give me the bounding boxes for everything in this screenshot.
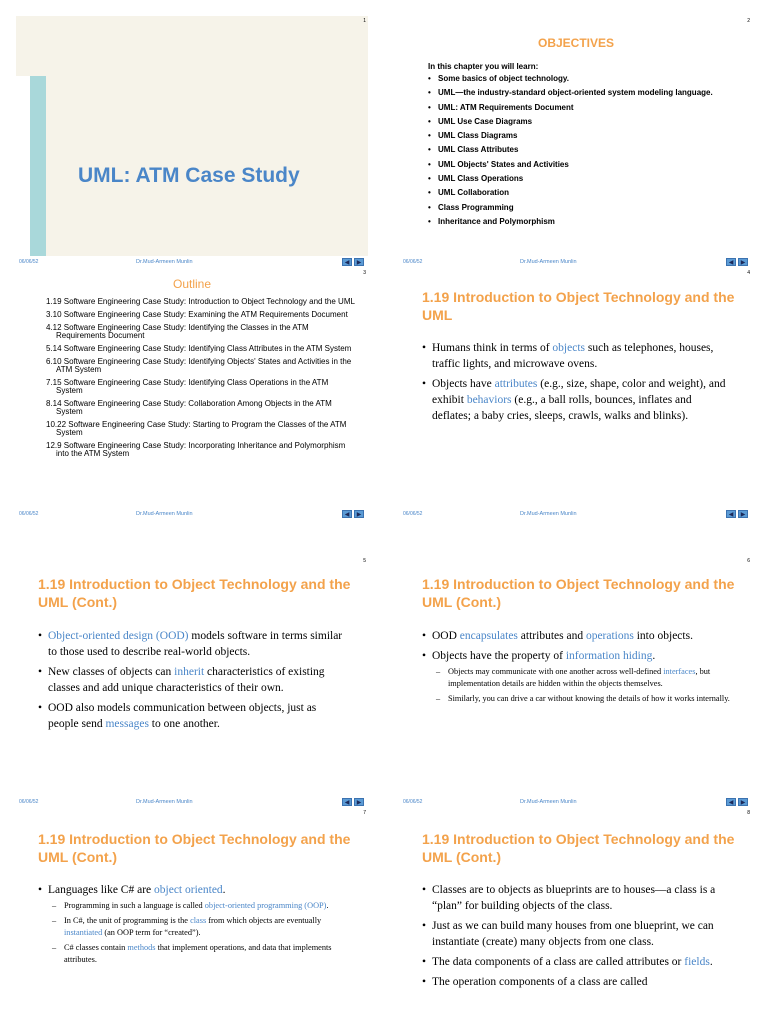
bullet-list [422, 628, 732, 709]
prev-slide-icon[interactable]: ◀ [726, 510, 736, 518]
footer-author: Dr.Mud-Armeen Munlin [520, 511, 577, 517]
objectives-intro: In this chapter you will learn: [428, 62, 539, 71]
next-slide-icon[interactable]: ▶ [738, 798, 748, 806]
slide-footer [16, 256, 368, 268]
list-item: – In C#, the unit of programming is the class from which objects are eventually instantiated (an OOP term for “created”). [48, 915, 348, 939]
footer-date: 06/06/52 [403, 799, 423, 805]
next-slide-icon[interactable]: ▶ [354, 798, 364, 806]
slide-4 [400, 268, 752, 520]
slide-title: 1.19 Introduction to Object Technology and the UML (Cont.) [422, 576, 735, 610]
slide-1 [16, 16, 368, 268]
list-item: • UML Collaboration [428, 188, 738, 197]
list-item: • The operation components of a class are called [422, 974, 732, 990]
prev-slide-icon[interactable]: ◀ [342, 510, 352, 518]
title-band [16, 16, 368, 76]
list-item: • UML Class Attributes [428, 145, 738, 154]
list-item: – Programming in such a language is called object-oriented programming (OOP). [48, 900, 348, 912]
next-slide-icon[interactable]: ▶ [738, 510, 748, 518]
footer-date: 06/06/52 [19, 511, 39, 517]
slide-5 [16, 556, 368, 808]
list-item: 4.12 Software Engineering Case Study: Identifying the Classes in the ATM Requirements Document [46, 323, 309, 340]
slide-6 [400, 556, 752, 808]
slide-2 [400, 16, 752, 268]
slide-footer [16, 508, 368, 520]
next-slide-icon[interactable]: ▶ [354, 258, 364, 266]
list-item: • Classes are to objects as blueprints are to houses—a class is a “plan” for building objects of the class. [422, 882, 732, 914]
list-item: • UML Objects' States and Activities [428, 160, 738, 169]
bullet-list [38, 628, 348, 736]
list-item: • UML Class Operations [428, 174, 738, 183]
slide-number: 2 [747, 18, 750, 24]
list-item: 10.22 Software Engineering Case Study: Starting to Program the Classes of the ATM System [46, 419, 347, 437]
list-item: • Objects have the property of information hiding. – Objects may communicate with one another across well-defined interfaces, but implementation details are hidden within the objects themselves. – Similarly, you can drive a car without knowing the details of how it works internally. [422, 648, 732, 705]
list-item: • OOD encapsulates attributes and operations into objects. [422, 628, 732, 644]
prev-slide-icon[interactable]: ◀ [342, 258, 352, 266]
footer-date: 06/06/52 [403, 511, 423, 517]
footer-author: Dr.Mud-Armeen Munlin [520, 799, 577, 805]
list-item: • Inheritance and Polymorphism [428, 217, 738, 226]
slide-8 [400, 808, 752, 1024]
list-item: • OOD also models communication between objects, just as people send messages to one another. [38, 700, 348, 732]
slide-title: UML: ATM Case Study [78, 164, 300, 187]
footer-author: Dr.Mud-Armeen Munlin [136, 511, 193, 517]
footer-author: Dr.Mud-Armeen Munlin [136, 259, 193, 265]
slide-number: 1 [363, 18, 366, 24]
slide-number: 3 [363, 270, 366, 276]
list-item: 5.14 Software Engineering Case Study: Identifying Class Attributes in the ATM System [46, 344, 352, 354]
footer-date: 06/06/52 [19, 259, 39, 265]
prev-slide-icon[interactable]: ◀ [726, 258, 736, 266]
bullet-list [38, 882, 348, 970]
slide-footer [400, 796, 752, 808]
slide-title: 1.19 Introduction to Object Technology and the UML (Cont.) [38, 576, 351, 610]
slide-title: 1.19 Introduction to Object Technology and the UML (Cont.) [38, 831, 351, 865]
slide-title: 1.19 Introduction to Object Technology and the UML [422, 289, 735, 323]
slide-number: 4 [747, 270, 750, 276]
footer-date: 06/06/52 [403, 259, 423, 265]
footer-date: 06/06/52 [19, 799, 39, 805]
title-accent-strip [30, 76, 46, 256]
slide-3 [16, 268, 368, 520]
list-item: • Just as we can build many houses from one blueprint, we can instantiate (create) many objects from one class. [422, 918, 732, 950]
list-item: 12.9 Software Engineering Case Study: Incorporating Inheritance and Polymorphism into the ATM System [46, 440, 346, 458]
list-item: • Object-oriented design (OOD) models software in terms similar to those used to describe real-world objects. [38, 628, 348, 660]
slide-footer [400, 508, 752, 520]
objectives-heading: OBJECTIVES [537, 36, 615, 50]
list-item: 3.10 Software Engineering Case Study: Examining the ATM Requirements Document [46, 310, 348, 320]
list-item: • New classes of objects can inherit characteristics of existing classes and add unique characteristics of their own. [38, 664, 348, 696]
list-item: • Class Programming [428, 203, 738, 212]
list-item: – Similarly, you can drive a car without knowing the details of how it works internally. [432, 693, 732, 705]
slide-footer [16, 796, 368, 808]
outline-list [46, 298, 356, 463]
list-item: – Objects may communicate with one another across well-defined interfaces, but implementation details are hidden within the objects themselves. [432, 666, 732, 690]
list-item: • Objects have attributes (e.g., size, shape, color and weight), and exhibit behaviors (e.g., a ball rolls, bounces, inflates and deflates; a baby cries, sleeps, crawls, walks and blinks). [422, 376, 732, 424]
list-item: • UML Use Case Diagrams [428, 117, 738, 126]
slide-footer [400, 256, 752, 268]
sub-bullet-list [48, 900, 348, 966]
list-item: • UML Class Diagrams [428, 131, 738, 140]
list-item: – C# classes contain methods that implement operations, and data that implements attributes. [48, 942, 348, 966]
bullet-list [422, 882, 732, 994]
list-item: 7.15 Software Engineering Case Study: Identifying Class Operations in the ATM System [46, 378, 329, 395]
prev-slide-icon[interactable]: ◀ [726, 798, 736, 806]
sub-bullet-list [432, 666, 732, 705]
slide-number: 8 [747, 810, 750, 816]
list-item: • Humans think in terms of objects such as telephones, houses, traffic lights, and microwave ovens. [422, 340, 732, 372]
list-item: • UML: ATM Requirements Document [428, 103, 738, 112]
slide-title: 1.19 Introduction to Object Technology and the UML (Cont.) [422, 831, 735, 865]
slide-number: 6 [747, 558, 750, 564]
list-item: • Languages like C# are object oriented. – Programming in such a language is called object-oriented programming (OOP). – In C#, the unit of programming is the class from which objects are eventually instantiated (an OOP term for “created”). – C# classes contain methods that implement operations, and data that implements attributes. [38, 882, 348, 966]
slide-number: 7 [363, 810, 366, 816]
list-item: 8.14 Software Engineering Case Study: Collaboration Among Objects in the ATM System [46, 398, 332, 416]
slide-number: 5 [363, 558, 366, 564]
objectives-list [428, 74, 738, 231]
list-item: • Some basics of object technology. [428, 74, 738, 83]
next-slide-icon[interactable]: ▶ [738, 258, 748, 266]
list-item: • UML—the industry-standard object-oriented system modeling language. [428, 88, 738, 97]
outline-heading: Outline [172, 277, 212, 291]
slide-7 [16, 808, 368, 1024]
list-item: • The data components of a class are called attributes or fields. [422, 954, 732, 970]
footer-author: Dr.Mud-Armeen Munlin [136, 799, 193, 805]
bullet-list [422, 340, 732, 428]
footer-author: Dr.Mud-Armeen Munlin [520, 259, 577, 265]
list-item: 1.19 Software Engineering Case Study: Introduction to Object Technology and the UML [46, 297, 355, 306]
prev-slide-icon[interactable]: ◀ [342, 798, 352, 806]
next-slide-icon[interactable]: ▶ [354, 510, 364, 518]
list-item: 6.10 Software Engineering Case Study: Identifying Objects' States and Activities in the ATM System [46, 357, 352, 374]
